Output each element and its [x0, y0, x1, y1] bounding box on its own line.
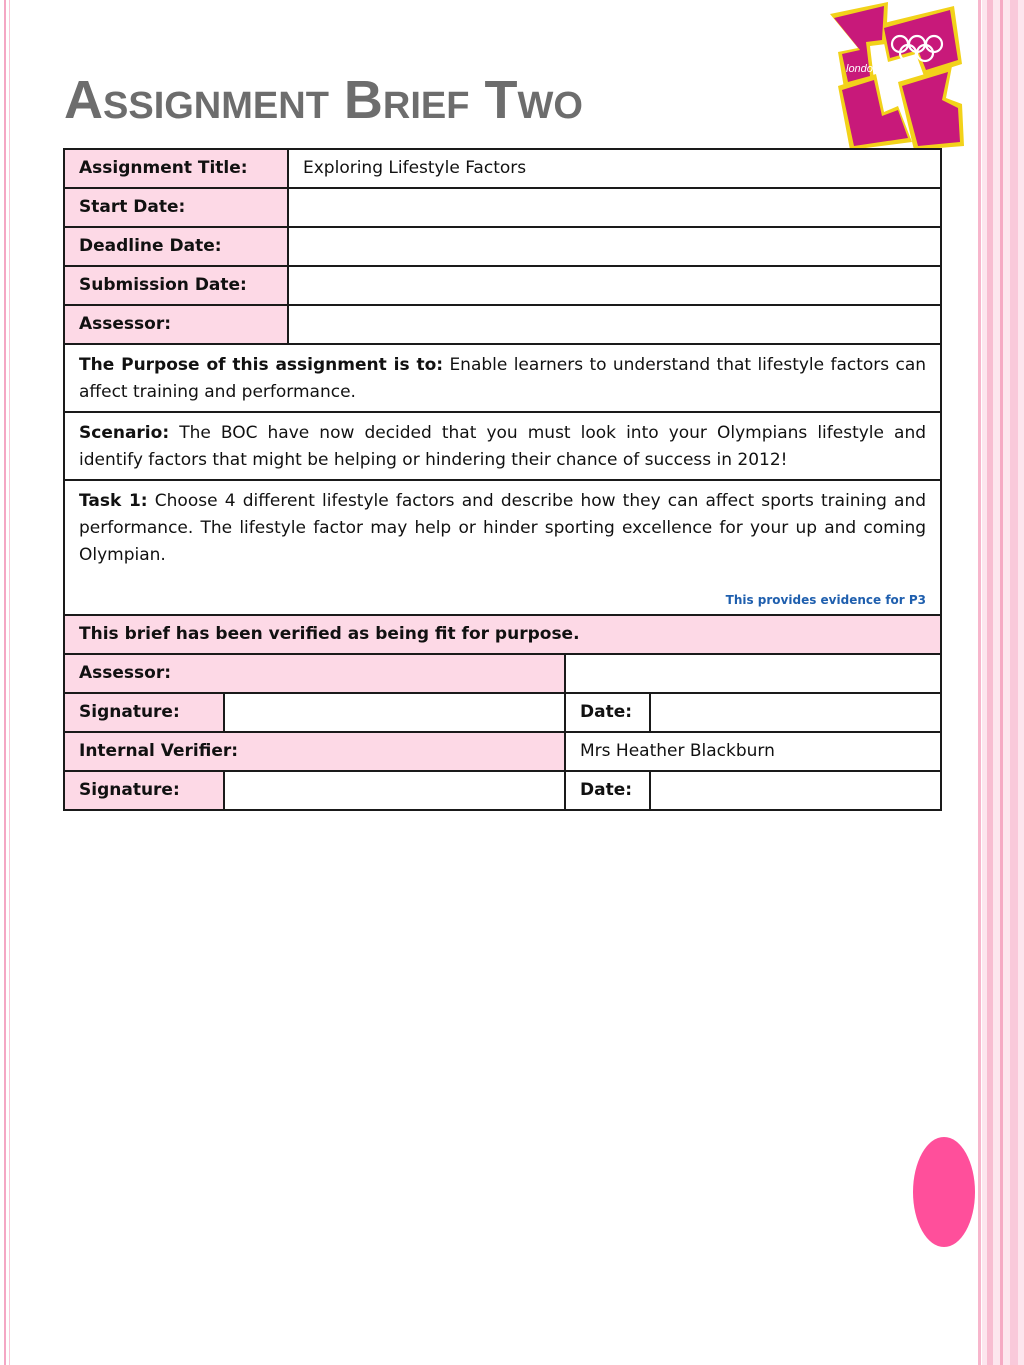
task-1-cell: [64, 480, 941, 615]
verification-assessor-label: Assessor:: [64, 654, 565, 693]
assignment-brief-table: [63, 148, 942, 811]
scenario-cell: [64, 412, 941, 480]
scenario-text: The BOC have now decided that you must look into your Olympians lifestyle and identify factors that might be helping or hindering their chance of success in 2012!: [79, 423, 927, 470]
assignment-title-value: Exploring Lifestyle Factors: [288, 149, 941, 188]
decorative-pink-oval: [913, 1137, 975, 1247]
row-deadline-date: [64, 227, 941, 266]
verifier-signature-value[interactable]: [224, 771, 565, 810]
assessor-signature-value[interactable]: [224, 693, 565, 732]
task-1-label: Task 1:: [79, 491, 148, 511]
logo-text: london: [846, 63, 880, 75]
row-internal-verifier: [64, 732, 941, 771]
row-verification-statement: [64, 615, 941, 654]
submission-date-value[interactable]: [288, 266, 941, 305]
right-border-stripe: [978, 0, 981, 1365]
task-1-text: Choose 4 different lifestyle factors and describe how they can affect sports training and performance. The lifestyle factor may help or hinder sporting excellence for your up and coming Olympian.: [79, 491, 927, 565]
assessor-value[interactable]: [288, 305, 941, 344]
row-assessor: [64, 305, 941, 344]
start-date-label: Start Date:: [64, 188, 288, 227]
row-purpose: [64, 344, 941, 412]
row-verification-assessor: [64, 654, 941, 693]
assignment-title-label: Assignment Title:: [64, 149, 288, 188]
page-title: Assignment Brief Two: [64, 70, 583, 130]
left-border-stripe-thin: [9, 0, 10, 1365]
internal-verifier-value: Mrs Heather Blackburn: [565, 732, 941, 771]
row-verifier-signature: [64, 771, 941, 810]
assessor-signature-label: Signature:: [64, 693, 224, 732]
evidence-note: This provides evidence for P3: [725, 593, 927, 607]
row-start-date: [64, 188, 941, 227]
assessor-label: Assessor:: [64, 305, 288, 344]
row-submission-date: [64, 266, 941, 305]
row-task-1: [64, 480, 941, 615]
deadline-date-value[interactable]: [288, 227, 941, 266]
purpose-label: The Purpose of this assignment is to:: [79, 355, 444, 375]
assessor-date-label: Date:: [565, 693, 650, 732]
start-date-value[interactable]: [288, 188, 941, 227]
verifier-signature-label: Signature:: [64, 771, 224, 810]
row-assignment-title: [64, 149, 941, 188]
verifier-date-label: Date:: [565, 771, 650, 810]
right-border-stripe: [1010, 0, 1018, 1365]
assessor-date-value[interactable]: [650, 693, 941, 732]
purpose-text: Enable learners to understand that lifestyle factors can affect training and performance.: [79, 355, 927, 402]
row-assessor-signature: [64, 693, 941, 732]
verification-statement: This brief has been verified as being fit for purpose.: [64, 615, 941, 654]
right-border-stripe: [987, 0, 993, 1365]
purpose-cell: [64, 344, 941, 412]
internal-verifier-label: Internal Verifier:: [64, 732, 565, 771]
scenario-label: Scenario:: [79, 423, 170, 443]
row-scenario: [64, 412, 941, 480]
verifier-date-value[interactable]: [650, 771, 941, 810]
right-border-stripe: [1000, 0, 1003, 1365]
submission-date-label: Submission Date:: [64, 266, 288, 305]
verification-assessor-value[interactable]: [565, 654, 941, 693]
deadline-date-label: Deadline Date:: [64, 227, 288, 266]
london-2012-logo: [828, 0, 968, 150]
left-border-stripe: [4, 0, 6, 1365]
